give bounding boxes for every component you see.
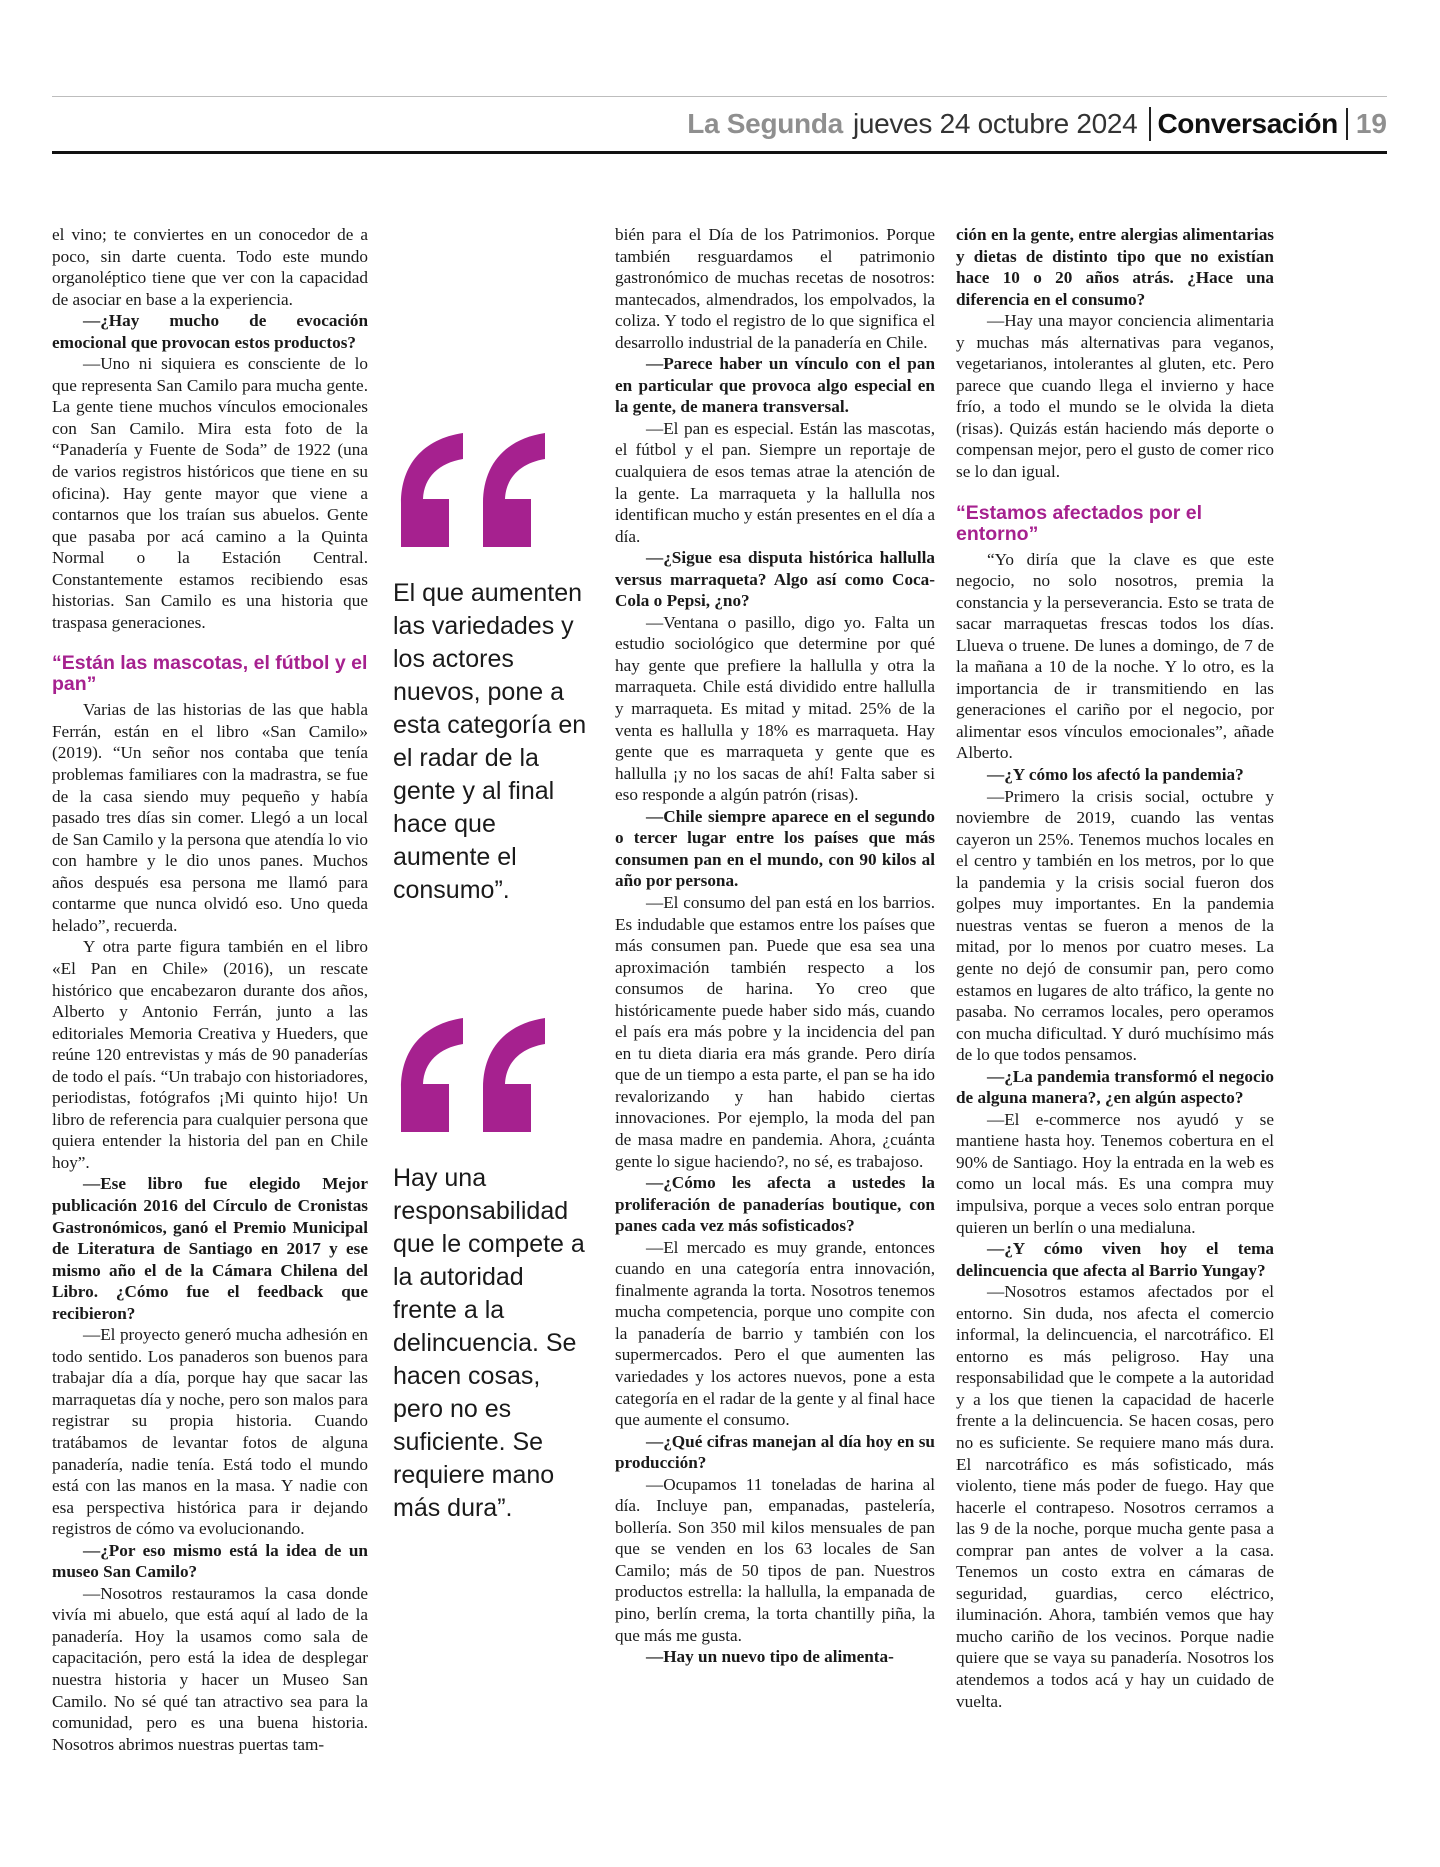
interview-question: ción en la gente, entre alergias alimentarias y dietas de distinto tipo que no existían hace 10 o 20 años atrás. ¿Hace una diferencia en el consumo?: [956, 225, 1274, 309]
header-top-rule: [52, 96, 1387, 97]
body-paragraph: —Nosotros estamos afectados por el entorno. Sin duda, nos afecta el comercio informal, la delincuencia, el narcotráfico. El entorno es más peligroso. Hay una responsabilidad que le compete a la autoridad y a los que tienen la capacidad de hacerle frente a la delincuencia. Se hacen cosas, pero no es suficiente. Se requiere mano más dura. El narcotráfico es más sofisticado, más violento, tiene más poder de fuego. Hay que hacerle el contrapeso. Nosotros cerramos a las 9 de la noche, porque mucha gente pasa a comprar pan antes de volver a la casa. Tenemos un costo extra en cámaras de seguridad, guardias, cerco eléctrico, iluminación. Ahora, también vemos que hay mucho cariño de los vecinos. Porque nadie quiere que se vaya su panadería. Nosotros los atendemos a todos acá y hay un cuidado de vuelta.: [956, 1282, 1274, 1711]
body-paragraph: —Ocupamos 11 toneladas de harina al día. Incluye pan, empanadas, pastelería, bollería. Son 350 mil kilos mensuales de pan que se venden en los 63 locales de San Camilo; más de 50 tipos de pan. Nuestros productos estrella: la hallulla, la empanada de pino, berlín crema, la torta chantilly piña, la que más me gusta.: [615, 1474, 935, 1645]
body-paragraph: el vino; te conviertes en un conocedor de a poco, sin darte cuenta. Todo este mundo organoléptico tiene que ver con la capacidad de asociar en base a la experiencia.: [52, 225, 368, 309]
interview-question: —¿Cómo les afecta a ustedes la proliferación de panaderías boutique, con panes cada vez más sofisticados?: [615, 1173, 935, 1236]
masthead: [52, 101, 1387, 147]
body-paragraph: “Yo diría que la clave es que este negocio, no solo nosotros, premia la constancia y la perseverancia. Esto se trata de sacar marraquetas frescas todos los días. Llueva o truene. De lunes a domingo, de 7 de la mañana a 10 de la noche. Y lo otro, es la importancia de ir transmitiendo en las generaciones el cariño por el negocio, por alimentar esos vínculos emocionales”, añade Alberto.: [956, 549, 1274, 763]
interview-question: —Hay un nuevo tipo de alimenta-: [646, 1647, 894, 1667]
body-paragraph: —Uno ni siquiera es consciente de lo que representa San Camilo para mucha gente. La gente tiene muchos vínculos emocionales con San Camilo. Mira esta foto de la “Panadería y Fuente de Soda” de 1922 (una de varios registros históricos que tiene en su oficina). Hay gente mayor que viene a contarnos que los traían sus abuelos. Gente que pasaba por acá camino a la Quinta Normal o la Estación Central. Constantemente estamos recibiendo esas historias. San Camilo es una historia que traspasa generaciones.: [52, 354, 368, 632]
article-column-1: [52, 224, 368, 1755]
publication-name: La Segunda: [687, 108, 843, 139]
body-paragraph: —El consumo del pan está en los barrios. Es indudable que estamos entre los países que más consumen pan. Puede que esa sea una aproximación también respecto a los consumos de harina. Yo creo que históricamente puede haber sido más, cuando el país era más pobre y la incidencia del pan en tu dieta diaria era más grande. Pero diría que de un tiempo a esta parte, el pan se ha ido revalorizando y han habido ciertas innovaciones. Por ejemplo, la moda del pan de masa madre en pandemia. Ahora, ¿cuánta gente lo sigue haciendo?, no sé, es trabajoso.: [615, 892, 935, 1171]
pull-quote-2: [393, 1010, 593, 1525]
pull-quote-1: [393, 425, 593, 907]
body-paragraph: —Ventana o pasillo, digo yo. Falta un estudio sociológico que determine por qué hay gente que prefiere la hallulla y otra la marraqueta. Chile está dividido entre hallulla y marraqueta. Es mitad y mitad. 25% de la venta es hallulla y 18% es marraqueta. Hay gente que es marraqueta y gente que es hallulla ¡y no los sacas de ahí! Falta saber si eso responde a algún patrón (risas).: [615, 612, 935, 805]
body-paragraph: —El e-commerce nos ayudó y se mantiene hasta hoy. Tenemos cobertura en el 90% de Santiago. Hoy la entrada en la web es como un local más. Es una compra muy impulsiva, porque a veces solo entran porque quieren un berlín o una medialuna.: [956, 1109, 1274, 1237]
issue-date: jueves 24 octubre 2024: [852, 108, 1138, 139]
quote-mark-icon: [393, 1010, 593, 1140]
interview-question: —¿Y cómo viven hoy el tema delincuencia que afecta al Barrio Yungay?: [956, 1239, 1274, 1280]
body-paragraph: —El pan es especial. Están las mascotas, el fútbol y el pan. Siempre un reportaje de cualquiera de esos temas atrae la atención de la gente. La marraqueta y la hallulla nos identifican mucho y están presentes en el día a día.: [615, 418, 935, 546]
interview-question: —Ese libro fue elegido Mejor publicación 2016 del Círculo de Cronistas Gastronómicos, ganó el Premio Municipal de Literatura de Santiago en 2017 y ese mismo año el de la Cámara Chilena del Libro. ¿Cómo fue el feedback que recibieron?: [52, 1174, 368, 1323]
article-column-4: [956, 224, 1274, 1712]
article-column-3: [615, 224, 935, 1668]
quote-mark-icon: [393, 425, 593, 555]
body-paragraph: —Hay una mayor conciencia alimentaria y muchas más alternativas para veganos, vegetarianos, intolerantes al gluten, etc. Pero parece que cuando llega el invierno y hace frío, a todo el mundo se le olvida la dieta (risas). Quizás están haciendo más deporte o compensan mejor, pero el gusto de comer rico se lo dan igual.: [956, 311, 1274, 482]
body-paragraph: —El proyecto generó mucha adhesión en todo sentido. Los panaderos son buenos para trabajar día a día, porque hay que sacar las marraquetas día y noche, pero son malos para registrar su propia historia. Cuando tratábamos de levantar fotos de alguna panadería, nadie tenía. Está todo el mundo está con las manos en la masa. Y nadie con esa perspectiva histórica para ir dejando registros de cómo va evolucionando.: [52, 1325, 368, 1539]
body-paragraph: —El mercado es muy grande, entonces cuando en una categoría entra innovación, finalmente agranda la torta. Nosotros tenemos mucha competencia, porque uno compite con la panadería de barrio y también con los supermercados. Pero el que aumenten las variedades y los actores nuevos, pone a esta categoría en el radar de la gente y al final hace que aumente el consumo.: [615, 1237, 935, 1430]
header-bottom-rule: [52, 151, 1387, 154]
interview-question: —¿Por eso mismo está la idea de un museo San Camilo?: [52, 1540, 368, 1582]
interview-question: —Parece haber un vínculo con el pan en particular que provoca algo especial en la gente, de manera transversal.: [615, 354, 935, 417]
interview-question: —¿Hay mucho de evocación emocional que provocan estos productos?: [52, 311, 368, 352]
section-name: Conversación: [1157, 108, 1338, 139]
pull-quote-text: Hay una responsabilidad que le compete a la autoridad frente a la delincuencia. Se hacen cosas, pero no es suficiente. Se requiere mano más dura”.: [393, 1164, 585, 1522]
body-paragraph: —Nosotros restauramos la casa donde vivía mi abuelo, que está aquí al lado de la panadería. Hoy la usamos como sala de capacitación, pero está la idea de desplegar nuestra historia y hacer un Museo San Camilo. No sé qué tan atractivo sea para la comunidad, pero es una buena historia. Nosotros abrimos nuestras puertas tam-: [52, 1583, 368, 1754]
interview-question: —¿Y cómo los afectó la pandemia?: [987, 765, 1244, 785]
interview-question: —¿Sigue esa disputa histórica hallulla versus marraqueta? Algo así como Coca-Cola o Pepsi, ¿no?: [615, 548, 935, 611]
interview-question: —Chile siempre aparece en el segundo o tercer lugar entre los países que más consumen pan en el mundo, con 90 kilos al año por persona.: [615, 806, 935, 891]
body-paragraph: Varias de las historias de las que habla Ferrán, están en el libro «San Camilo» (2019). “Un señor nos contaba que tenía problemas familiares con la madrastra, se fue de la casa siendo muy pequeño y había pasado tres días sin comer. Llegó a un local de San Camilo y la persona que atendía lo vio con hambre y le dio unos panes. Muchos años después esa persona me llamó para contarme que nunca olvidó eso. Uno queda helado”, recuerda.: [52, 700, 368, 935]
interview-question: —¿Qué cifras manejan al día hoy en su producción?: [615, 1431, 935, 1473]
page-number: 19: [1346, 108, 1387, 140]
body-paragraph: Y otra parte figura también en el libro «El Pan en Chile» (2016), un rescate histórico que encabezaron durante dos años, Alberto y Antonio Ferrán, junto a las editoriales Memoria Creativa y Hueders, que reúne 120 entrevistas y más de 90 panaderías de todo el país. “Un trabajo con historiadores, periodistas, fotógrafos ¡Mi quinto hijo! Un libro de referencia para cualquier persona que quiera entender la historia del pan en Chile hoy”.: [52, 937, 368, 1172]
body-paragraph: —Primero la crisis social, octubre y noviembre de 2019, cuando las ventas cayeron un 25%. Tenemos muchos locales en el centro y también en los metros, por lo que la pandemia y la crisis social fueron dos golpes muy importantes. En la pandemia nuestras ventas se fueron a menos de la mitad, por lo menos por cuatro meses. La gente no dejó de consumir pan, pero como estamos en lugares de alto tráfico, la gente no pasaba. No cerramos locales, pero operamos con mucha dificultad. Y duró muchísimo más de lo que todos pensamos.: [956, 786, 1274, 1065]
section-heading: “Están las mascotas, el fútbol y el pan”: [52, 652, 368, 696]
pull-quote-text: El que aumenten las variedades y los actores nuevos, pone a esta categoría en el radar de la gente y al final hace que aumente el consumo”.: [393, 579, 587, 904]
interview-question: —¿La pandemia transformó el negocio de alguna manera?, ¿en algún aspecto?: [956, 1066, 1274, 1108]
masthead-divider: [1149, 107, 1151, 141]
section-heading: “Estamos afectados por el entorno”: [956, 501, 1202, 545]
body-paragraph: bién para el Día de los Patrimonios. Porque también resguardamos el patrimonio gastronómico de muchas recetas de nosotros: mantecados, almendrados, los empolvados, la coliza. Y todo el registro de lo que significa el desarrollo industrial de la panadería en Chile.: [615, 225, 935, 352]
